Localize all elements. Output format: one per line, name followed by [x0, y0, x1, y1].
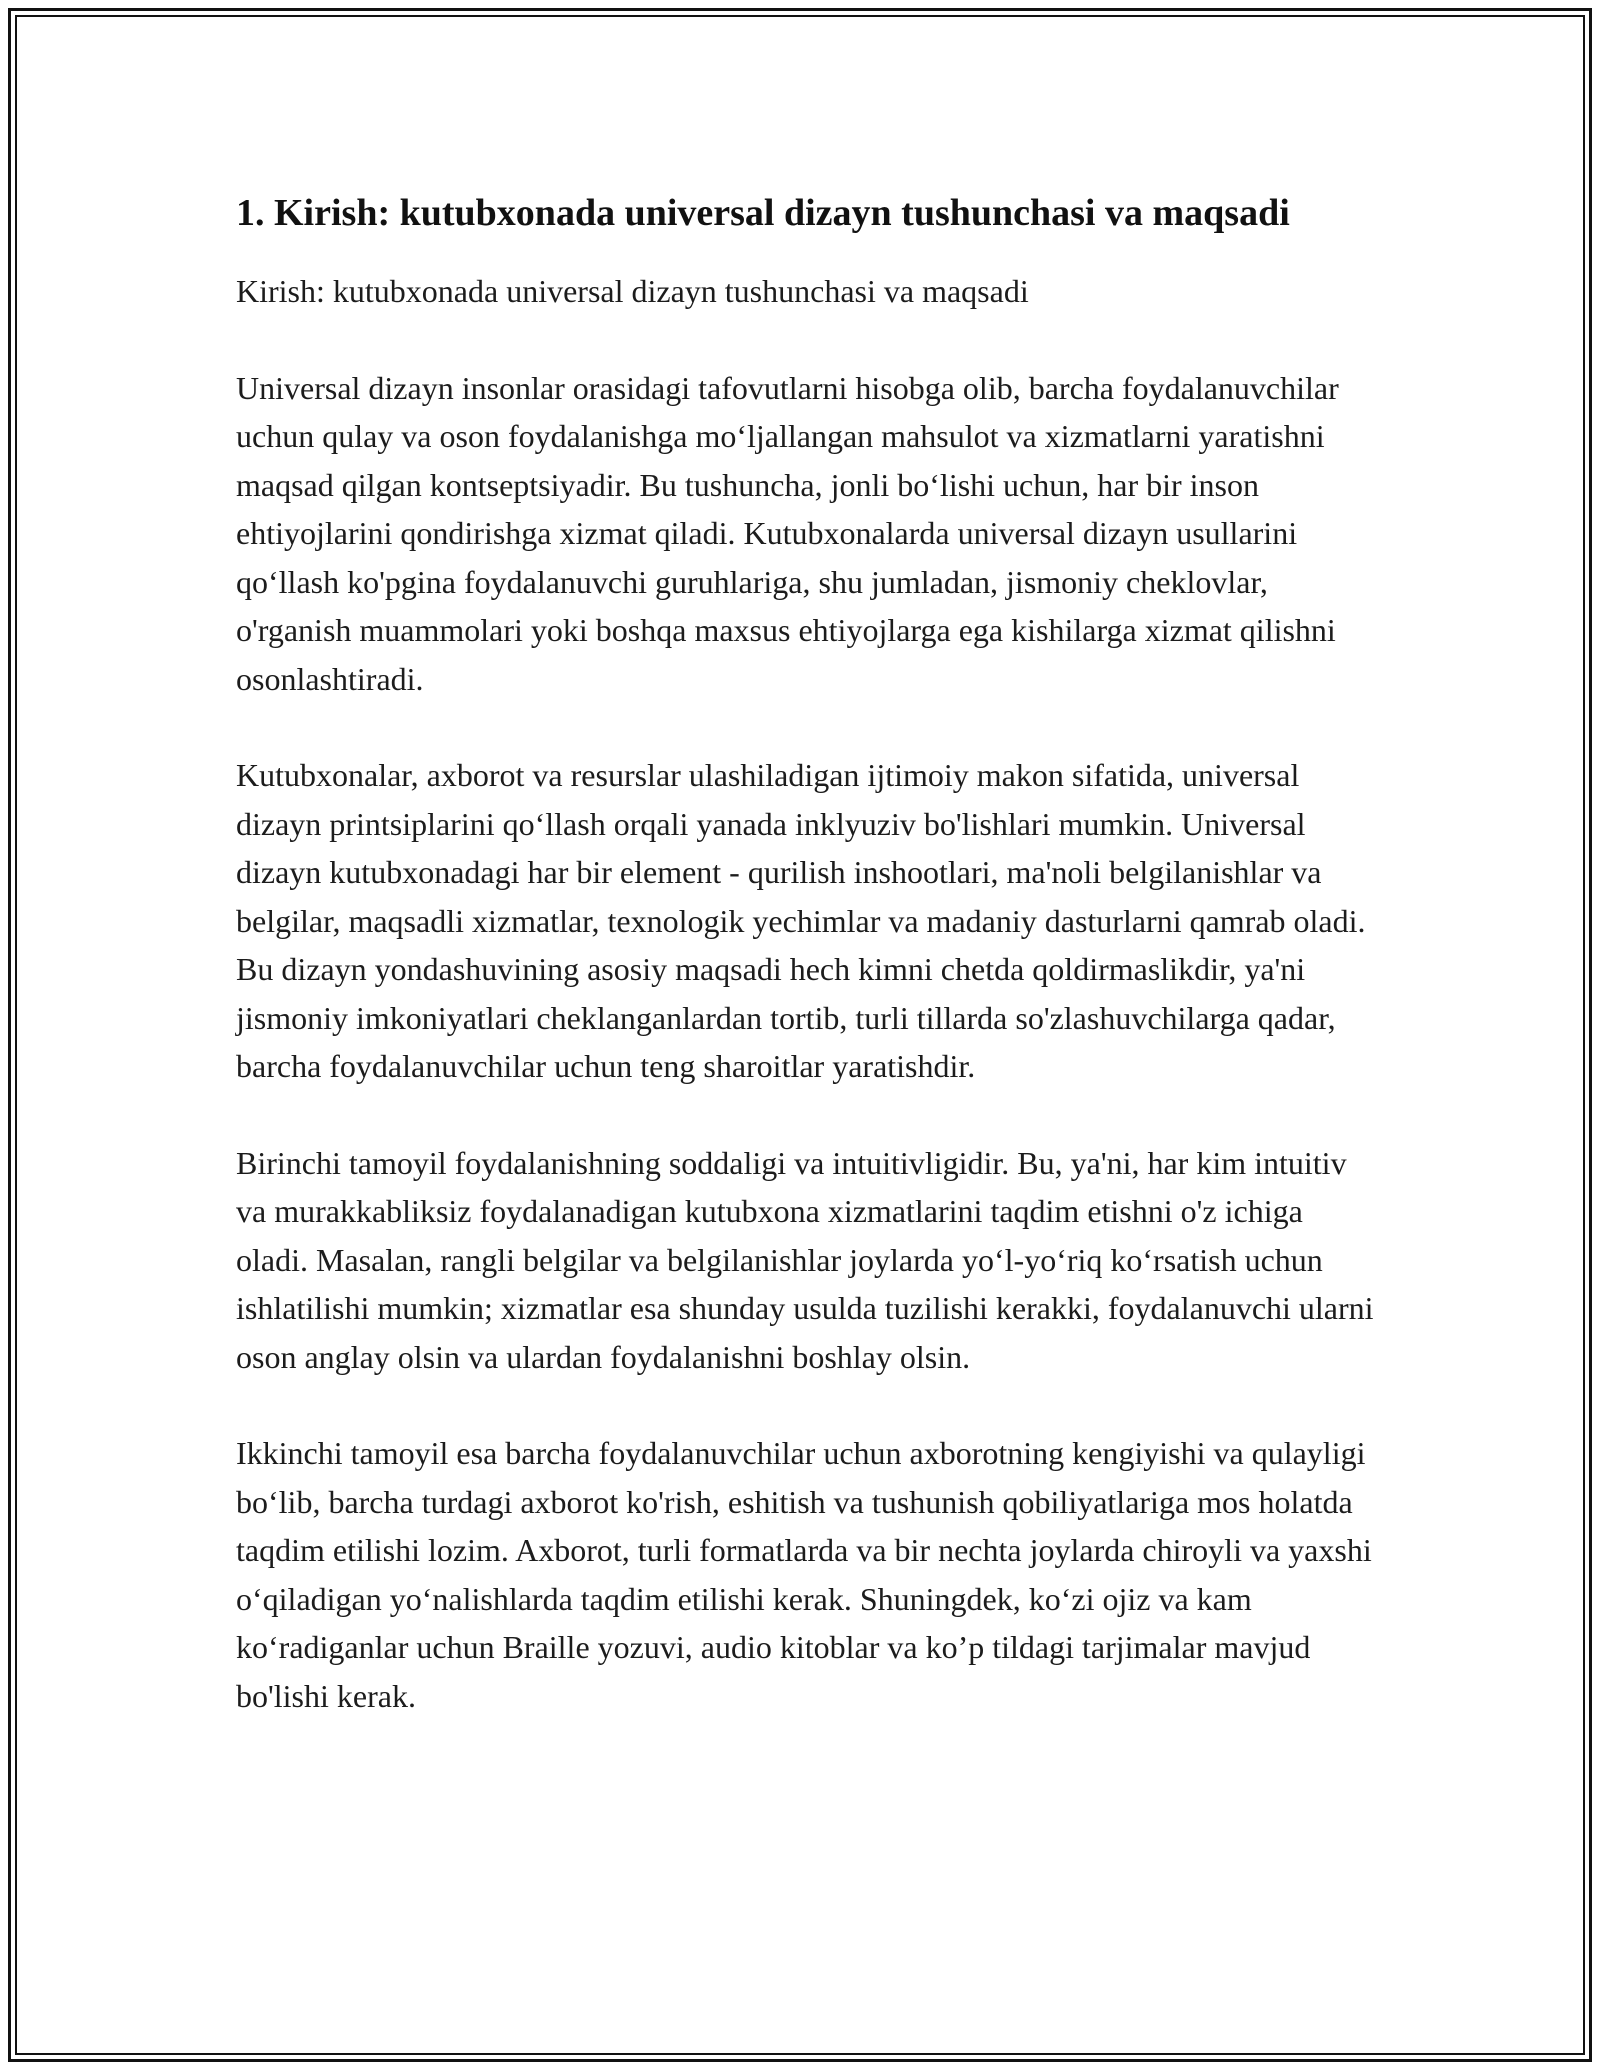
- paragraph-second-principle: Ikkinchi tamoyil esa barcha foydalanuvchilar uchun axborotning kengiyishi va qulayligi bo‘lib, barcha turdagi axborot ko'rish, eshitish va tushunish qobiliyatlariga mos holatda taqdim etilishi lozim. Axborot, turli formatlarda va bir nechta joylarda chiroyli va yaxshi o‘qiladigan yo‘nalishlarda taqdim etilishi kerak. Shuningdek, ko‘zi ojiz va kam ko‘radiganlar uchun Braille yozuvi, audio kitoblar va ko’p tildagi tarjimalar mavjud bo'lishi kerak.: [236, 1435, 1372, 1714]
- paragraph-libraries: Kutubxonalar, axborot va resurslar ulashiladigan ijtimoiy makon sifatida, universal dizayn printsiplarini qo‘llash orqali yanada inklyuziv bo'lishlari mumkin. Universal dizayn kutubxonadagi har bir element - qurilish inshootlari, ma'noli belgilanishlar va belgilar, maqsadli xizmatlar, texnologik yechimlar va madaniy dasturlarni qamrab oladi. Bu dizayn yondashuvining asosiy maqsadi hech kimni chetda qoldirmaslikdir, ya'ni jismoniy imkoniyatlari cheklanganlardan tortib, turli tillarda so'zlashuvchilarga qadar, barcha foydalanuvchilar uchun teng sharoitlar yaratishdir.: [236, 757, 1366, 1084]
- document-body: [236, 186, 1376, 1768]
- paragraph-first-principle: Birinchi tamoyil foydalanishning soddaligi va intuitivligidir. Bu, ya'ni, har kim intuitiv va murakkabliksiz foydalanadigan kutubxona xizmatlarini taqdim etishni o'z ichiga oladi. Masalan, rangli belgilar va belgilanishlar joylarda yo‘l-yo‘riq ko‘rsatish uchun ishlatilishi mumkin; xizmatlar esa shunday usulda tuzilishi kerakki, foydalanuvchi ularni oson anglay olsin va ulardan foydalanishni boshlay olsin.: [236, 1144, 1374, 1375]
- intro-line: Kirish: kutubxonada universal dizayn tushunchasi va maqsadi: [236, 273, 1029, 309]
- section-heading: 1. Kirish: kutubxonada universal dizayn tushunchasi va maqsadi: [236, 192, 1290, 234]
- paragraph-universal-design: Universal dizayn insonlar orasidagi tafovutlarni hisobga olib, barcha foydalanuvchilar uchun qulay va oson foydalanishga mo‘ljallangan mahsulot va xizmatlarni yaratishni maqsad qilgan kontseptsiyadir. Bu tushuncha, jonli bo‘lishi uchun, har bir inson ehtiyojlarini qondirishga xizmat qiladi. Kutubxonalarda universal dizayn usullarini qo‘llash ko'pgina foydalanuvchi guruhlariga, shu jumladan, jismoniy cheklovlar, o'rganish muammolari yoki boshqa maxsus ehtiyojlarga ega kishilarga xizmat qilishni osonlashtiradi.: [236, 369, 1339, 697]
